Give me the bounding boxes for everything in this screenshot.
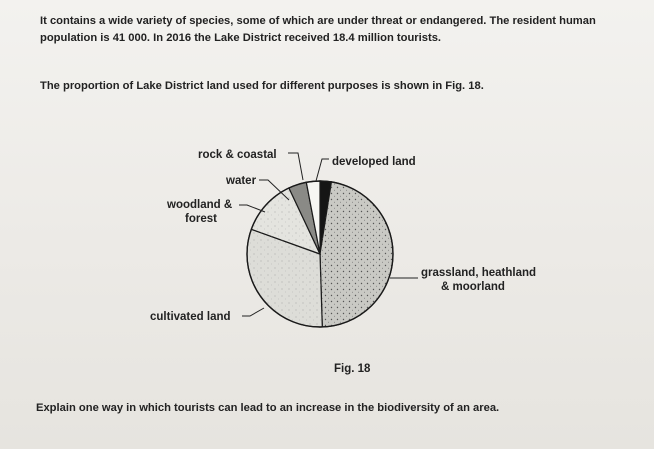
- label-developed-land: developed land: [332, 156, 416, 168]
- intro-paragraph: It contains a wide variety of species, some of which are under threat or endangered. The resident human population is 41 000. In 2016 the Lake District received 18.4 million tourists.: [40, 15, 596, 44]
- leader-line-rock: [288, 153, 303, 180]
- leader-line-woodland: [239, 205, 265, 212]
- leader-line-developed: [316, 159, 329, 181]
- label-cultivated-land: cultivated land: [150, 311, 231, 323]
- figure-intro-paragraph: The proportion of Lake District land used for different purposes is shown in Fig. 18.: [40, 80, 484, 92]
- leader-line-cultivated: [242, 308, 264, 316]
- label-grassland: [421, 267, 539, 293]
- question-text: Explain one way in which tourists can lead to an increase in the biodiversity of an area.: [36, 402, 500, 414]
- label-grassland-line2: & moorland: [441, 281, 505, 293]
- figure-caption: Fig. 18: [334, 363, 371, 375]
- label-woodland-forest: [166, 199, 235, 225]
- pie-slice-texture-1: [320, 182, 393, 327]
- label-woodland-line1: woodland &: [167, 199, 233, 211]
- label-rock-coastal: rock & coastal: [198, 149, 277, 161]
- label-woodland-line2: forest: [185, 213, 217, 225]
- label-grassland-line1: grassland, heathland: [421, 267, 537, 279]
- label-water: water: [226, 175, 257, 187]
